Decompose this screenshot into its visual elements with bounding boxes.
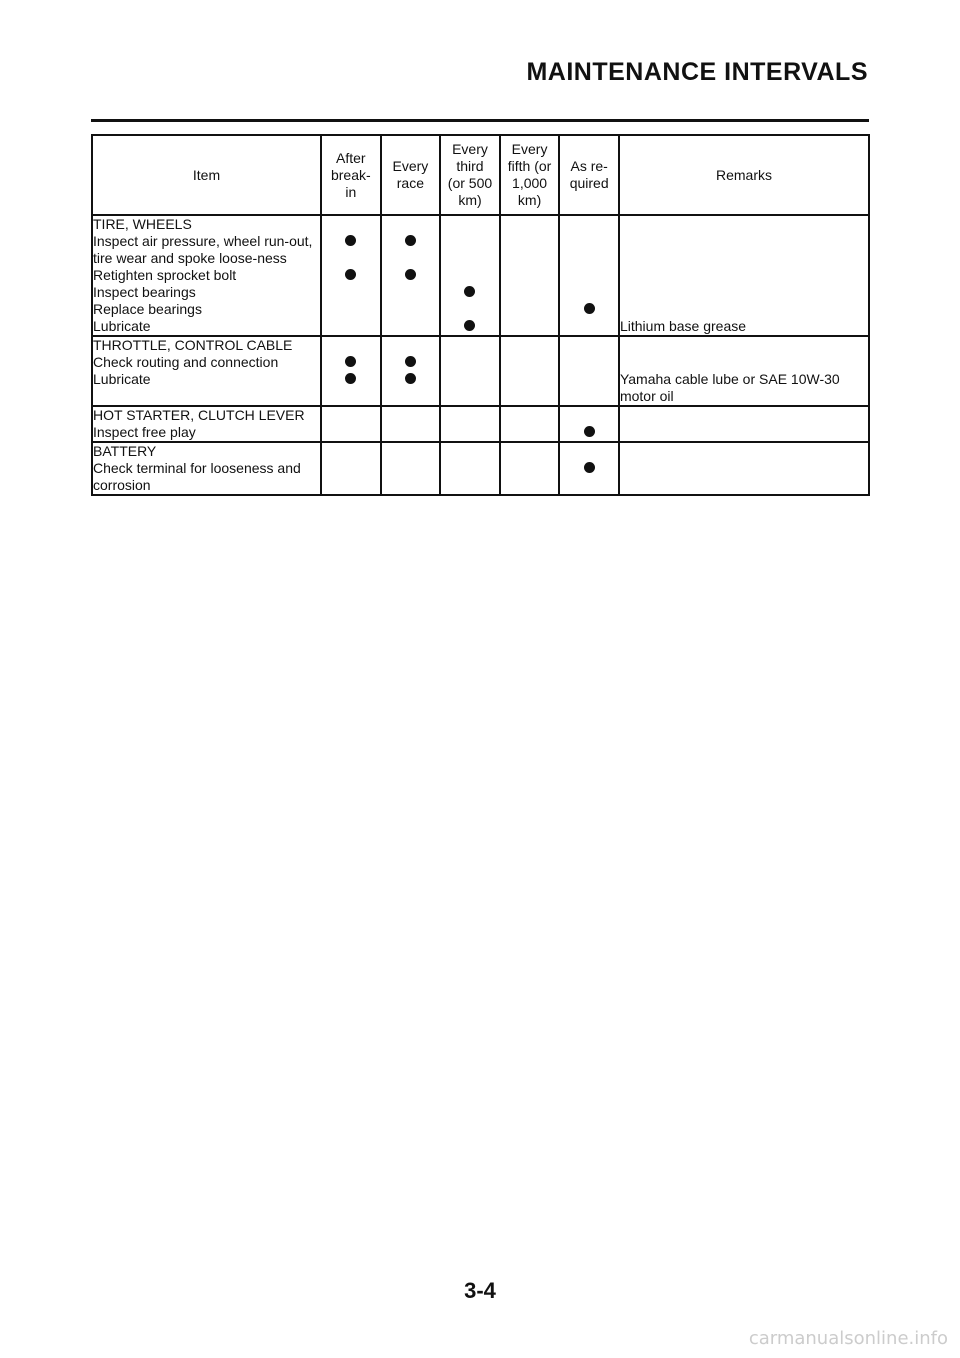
interval-cell (381, 233, 441, 267)
bullet-icon (345, 235, 356, 246)
table-row (92, 354, 869, 371)
table-row (92, 267, 869, 284)
column-header-after-break-in: After break- in (321, 135, 381, 215)
interval-cell (500, 318, 560, 336)
maintenance-item: Retighten sprocket bolt (93, 267, 237, 283)
column-header-every-third: Every third (or 500 km) (440, 135, 500, 215)
maintenance-item: Inspect bearings (93, 284, 196, 300)
table-row (92, 460, 869, 495)
maintenance-item: Inspect air pressure, wheel run-out, tire wear and spoke loose-ness (93, 233, 313, 266)
group-title-row (92, 215, 869, 233)
interval-cell (559, 354, 619, 371)
interval-cell (500, 284, 560, 301)
interval-cell (559, 301, 619, 318)
interval-cell (321, 460, 381, 495)
empty-cell (500, 215, 560, 233)
maintenance-item: Lubricate (93, 318, 151, 334)
interval-cell (381, 267, 441, 284)
interval-cell (440, 460, 500, 495)
empty-cell (619, 406, 869, 424)
interval-cell (321, 284, 381, 301)
interval-cell (321, 267, 381, 284)
empty-cell (381, 442, 441, 460)
interval-cell (500, 301, 560, 318)
interval-cell (381, 318, 441, 336)
interval-cell (500, 424, 560, 442)
interval-cell (440, 371, 500, 406)
interval-cell (500, 354, 560, 371)
empty-cell (500, 442, 560, 460)
bullet-icon (345, 269, 356, 280)
interval-cell (559, 424, 619, 442)
maintenance-item: Check routing and connection (93, 354, 279, 370)
interval-cell (440, 284, 500, 301)
interval-cell (440, 424, 500, 442)
interval-cell (440, 354, 500, 371)
empty-cell (619, 215, 869, 233)
interval-cell (321, 354, 381, 371)
interval-cell (381, 354, 441, 371)
table-row (92, 371, 869, 406)
interval-cell (559, 233, 619, 267)
empty-cell (559, 442, 619, 460)
empty-cell (381, 215, 441, 233)
bullet-icon (405, 356, 416, 367)
empty-cell (559, 215, 619, 233)
bullet-icon (584, 462, 595, 473)
maintenance-item: Lubricate (93, 371, 151, 387)
bullet-icon (345, 373, 356, 384)
table-row (92, 424, 869, 442)
remark-cell: Lithium base grease (619, 318, 869, 336)
interval-cell (440, 267, 500, 284)
empty-cell (381, 336, 441, 354)
table-group (92, 406, 869, 442)
maintenance-item: Replace bearings (93, 301, 202, 317)
remark-cell (619, 284, 869, 301)
group-title-row (92, 442, 869, 460)
empty-cell (440, 406, 500, 424)
table-row (92, 284, 869, 301)
interval-cell (321, 233, 381, 267)
table-row (92, 301, 869, 318)
bullet-icon (464, 286, 475, 297)
remark-cell: Yamaha cable lube or SAE 10W-30 motor oil (619, 371, 869, 406)
remark-cell (619, 424, 869, 442)
interval-cell (321, 301, 381, 318)
empty-cell (559, 336, 619, 354)
empty-cell (619, 336, 869, 354)
empty-cell (500, 336, 560, 354)
table-row (92, 233, 869, 267)
table-header-row (92, 135, 869, 215)
column-header-every-fifth: Every fifth (or 1,000 km) (500, 135, 560, 215)
bullet-icon (584, 303, 595, 314)
column-header-as-required: As re- quired (559, 135, 619, 215)
group-title: TIRE, WHEELS (93, 216, 192, 232)
maintenance-item: Check terminal for looseness and corrosion (93, 460, 301, 493)
empty-cell (440, 336, 500, 354)
interval-cell (440, 233, 500, 267)
watermark: carmanualsonline.info (748, 1328, 948, 1349)
column-header-item: Item (92, 135, 321, 215)
empty-cell (500, 406, 560, 424)
group-title-row (92, 406, 869, 424)
page-title: MAINTENANCE INTERVALS (526, 58, 868, 86)
empty-cell (321, 406, 381, 424)
interval-cell (381, 301, 441, 318)
interval-cell (381, 284, 441, 301)
interval-cell (321, 371, 381, 406)
group-title: HOT STARTER, CLUTCH LEVER (93, 407, 305, 423)
interval-cell (559, 460, 619, 495)
interval-cell (381, 424, 441, 442)
interval-cell (321, 424, 381, 442)
maintenance-item: Inspect free play (93, 424, 196, 440)
interval-cell (500, 233, 560, 267)
group-title: THROTTLE, CONTROL CABLE (93, 337, 293, 353)
column-header-every-race: Every race (381, 135, 441, 215)
empty-cell (440, 215, 500, 233)
table-group (92, 215, 869, 336)
interval-cell (381, 460, 441, 495)
interval-cell (559, 318, 619, 336)
interval-cell (500, 267, 560, 284)
interval-cell (440, 301, 500, 318)
remark-cell (619, 460, 869, 495)
empty-cell (321, 442, 381, 460)
bullet-icon (345, 356, 356, 367)
interval-cell (559, 267, 619, 284)
title-rule (91, 119, 869, 122)
group-title-row (92, 336, 869, 354)
bullet-icon (464, 320, 475, 331)
bullet-icon (405, 373, 416, 384)
remark-cell (619, 301, 869, 318)
empty-cell (321, 215, 381, 233)
page-number: 3-4 (464, 1278, 496, 1303)
bullet-icon (584, 426, 595, 437)
remark-cell (619, 233, 869, 267)
interval-cell (559, 371, 619, 406)
remark-cell (619, 354, 869, 371)
interval-cell (500, 460, 560, 495)
column-header-remarks: Remarks (619, 135, 869, 215)
bullet-icon (405, 269, 416, 280)
maintenance-interval-table (91, 134, 870, 496)
empty-cell (559, 406, 619, 424)
empty-cell (619, 442, 869, 460)
table-row (92, 318, 869, 336)
interval-cell (500, 371, 560, 406)
remark-cell (619, 267, 869, 284)
bullet-icon (405, 235, 416, 246)
table-group (92, 442, 869, 495)
empty-cell (440, 442, 500, 460)
interval-cell (440, 318, 500, 336)
empty-cell (381, 406, 441, 424)
interval-cell (321, 318, 381, 336)
interval-cell (559, 284, 619, 301)
interval-cell (381, 371, 441, 406)
group-title: BATTERY (93, 443, 157, 459)
empty-cell (321, 336, 381, 354)
table-group (92, 336, 869, 406)
